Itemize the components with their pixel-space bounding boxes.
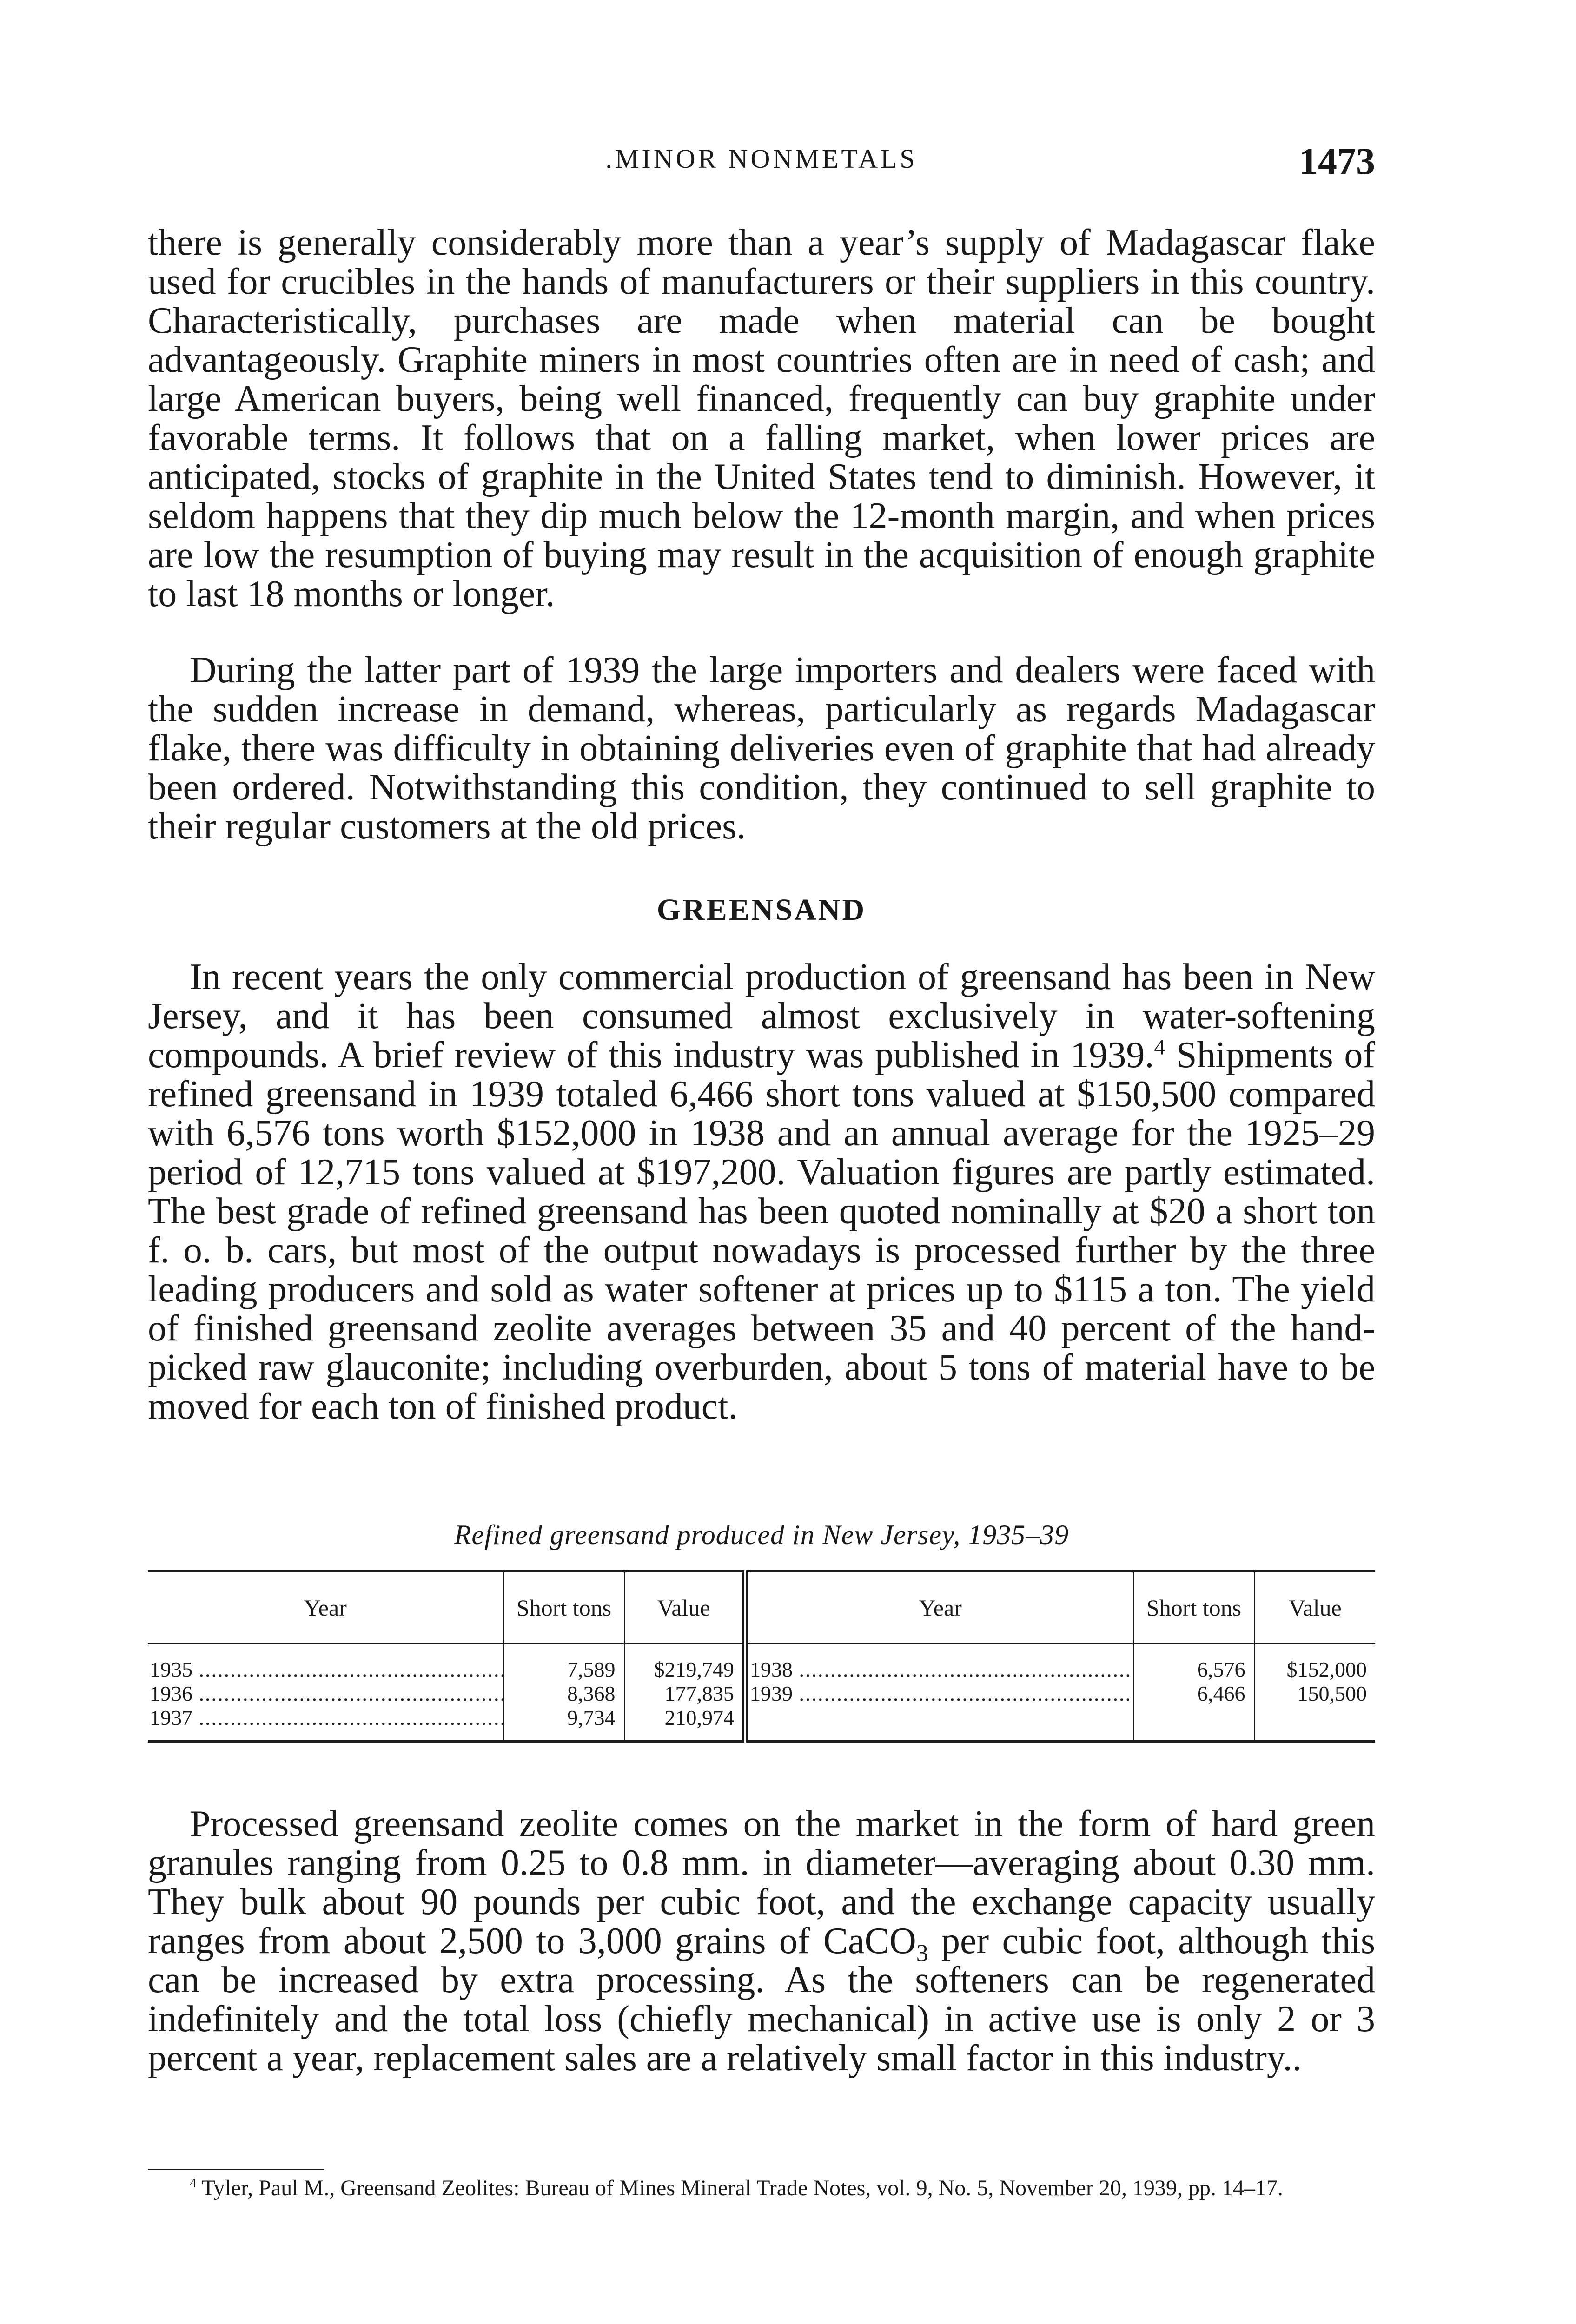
short-tons-column-left [503, 1644, 624, 1742]
value-cell: 177,835 [664, 1682, 734, 1705]
paragraph-graphite-stocks: there is generally considerably more than a year’s supply of Madagascar flake used for crucibles in the hands of manufacturers or their suppliers in this country. Characteristically, purchases are made when material can be bought advantageously. Graphite miners in most countries often are in need of cash; and large American buyers, being well financed, frequently can buy graphite under favorable terms. It follows that on a falling market, when lower prices are anticipated, stocks of graphite in the United States tend to diminish. However, it seldom happens that they dip much below the 12-month margin, and when prices are low the resumption of buying may result in the acquisition of enough graphite to last 18 months or longer. [148, 222, 1375, 614]
short-tons-cell: 9,734 [567, 1706, 616, 1730]
paragraph-text-part: Shipments of refined greensand in 1939 totaled 6,466 short tons valued at $150,500 compared with 6,576 tons worth $152,000 in 1938 and an annual average for the 1925–29 period of 12,715 tons valued at $197,200. Valuation figures are partly estimated. The best grade of refined greensand has been quoted nominally at $20 a short ton f. o. b. cars, but most of the output nowadays is processed further by the three leading producers and sold as water softener at prices up to $115 a ton. The yield of finished greensand zeolite averages between 35 and 40 percent of the hand-picked raw glauconite; including overburden, about 5 tons of material have to be moved for each ton of finished product. [148, 1035, 1376, 1427]
short-tons-cell: 7,589 [567, 1657, 616, 1681]
header-year: Year [148, 1571, 503, 1644]
short-tons-cell: 6,576 [1197, 1657, 1245, 1681]
value-cell: $152,000 [1286, 1657, 1367, 1681]
header-short-tons: Short tons [1133, 1571, 1254, 1644]
header-short-tons: Short tons [503, 1571, 624, 1644]
chemical-subscript: 3 [916, 1940, 928, 1967]
table-header-row [148, 1571, 1375, 1644]
short-tons-column-right [1133, 1644, 1254, 1742]
year-column-left [148, 1644, 503, 1742]
value-cell: 150,500 [1297, 1682, 1367, 1705]
header-value: Value [1254, 1571, 1375, 1644]
year-cell: 1939 ..... [750, 1682, 1132, 1706]
section-heading-greensand: GREENSAND [656, 893, 867, 927]
paragraph-graphite-1939: During the latter part of 1939 the large importers and dealers were faced with the sudden increase in demand, whereas, particularly as regards Madagascar flake, there was difficulty in obtaining deliveries even of graphite that had already been ordered. Notwithstanding this condition, they continued to sell graphite to their regular customers at the old prices. [148, 650, 1375, 847]
footnote [148, 2175, 1375, 2201]
value-column-left [624, 1644, 745, 1742]
value-cell: 210,974 [664, 1706, 734, 1730]
header-value: Value [624, 1571, 745, 1644]
paragraph-text-part: Processed greensand zeolite comes on the market in the form of hard green granules ranging from 0.25 to 0.8 mm. in diameter—averaging about 0.30 mm. They bulk about 90 pounds per cubic foot, and the exchange capacity usually ranges from about 2,500 to 3,000 grains of CaCO [148, 1803, 1375, 1961]
year-column-right [745, 1644, 1133, 1742]
year-cell: 1935 ..... [150, 1657, 503, 1682]
paragraph-zeolite-properties [148, 1804, 1375, 2078]
footnote-reference: 4 [1154, 1035, 1165, 1060]
year-cell: 1937 ..... [150, 1706, 503, 1730]
footnote-marker: 4 [190, 2176, 197, 2191]
table-title: Refined greensand produced in New Jersey, 1935–39 [454, 1519, 1069, 1550]
running-head [148, 139, 1375, 191]
year-cell: 1938 ..... [750, 1657, 1132, 1682]
footnote-text: Tyler, Paul M., Greensand Zeolites: Bureau of Mines Mineral Trade Notes, vol. 9, No. 5, November 20, 1939, pp. 14–17. [196, 2176, 1283, 2200]
greensand-production-table [148, 1570, 1375, 1743]
chapter-title: .MINOR NONMETALS [605, 144, 918, 174]
year-cell: 1936 ..... [150, 1682, 503, 1706]
table-row [148, 1644, 1375, 1742]
footnote-divider [148, 2169, 324, 2170]
value-column-right [1254, 1644, 1375, 1742]
header-year: Year [745, 1571, 1133, 1644]
paragraph-text-part: In recent years the only commercial production of greensand has been in New Jersey, and it has been consumed almost exclusively in water-softening compounds. A brief review of this industry was published in 1939. [148, 957, 1375, 1076]
page-number: 1473 [1299, 140, 1375, 182]
short-tons-cell: 8,368 [567, 1682, 616, 1705]
paragraph-greensand-production [148, 957, 1375, 1426]
paragraph-text-part: per cubic foot, although this can be increased by extra processing. As the softeners can be regenerated indefinitely and the total loss (chiefly mechanical) in active use is only 2 or 3 percent a year, replacement sales are a relatively small factor in this industry.. [148, 1921, 1375, 2079]
short-tons-cell: 6,466 [1197, 1682, 1245, 1705]
value-cell: $219,749 [654, 1657, 734, 1681]
